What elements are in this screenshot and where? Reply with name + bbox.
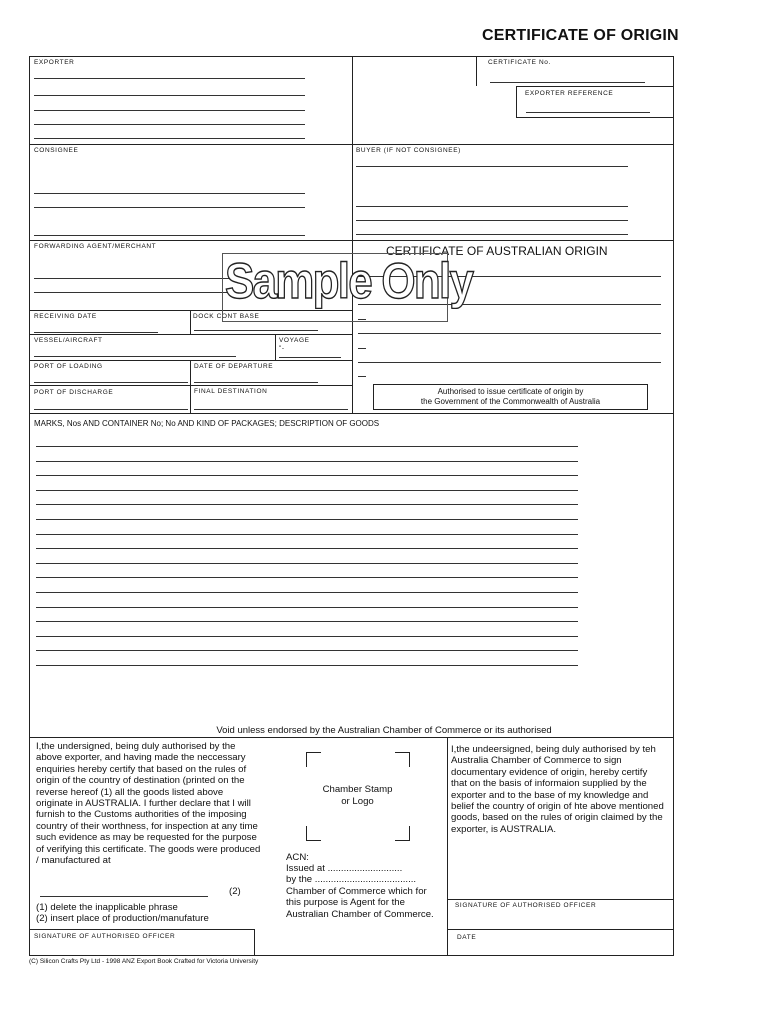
stamp-corner [306,752,321,767]
buyer-label: BUYER (IF NOT CONSIGNEE) [356,147,461,154]
stamp-corner [306,826,321,841]
date-departure-label: DATE OF DEPARTURE [194,363,274,370]
date-departure-line[interactable] [194,382,318,383]
note-1: (1) delete the inapplicable phrase [36,902,178,913]
port-loading-label: PORT OF LOADING [34,363,103,370]
final-destination-line[interactable] [194,409,348,410]
buyer-line[interactable] [356,234,628,235]
vessel-aircraft-line[interactable] [34,356,236,357]
certificate-no-label: CERTIFICATE No. [488,59,551,66]
goods-line[interactable] [36,607,578,608]
left-declaration: I,the undersigned, being duly authorised by the above exporter, and having made the neccessary enquiries hereby certify that based on the rules of origin of the country of destination (printed on the reverse hereof (1) all the goods listed above originate in AUSTRALIA. I further declare that I will furnish to the Customs authorities of the imposing country of their worthness, for inspection at any time such evidence as may be requested for the purpose of verifying this certificate. The goods were produced / manufactured at [36,741,261,867]
exporter-reference-line[interactable] [526,112,650,113]
production-place-line[interactable] [40,896,208,897]
vessel-aircraft-label: VESSEL/AIRCRAFT [34,337,103,344]
acn-label: ACN: [286,852,309,863]
column-divider [447,737,448,956]
stamp-line-1: Chamber Stamp [322,784,393,795]
goods-line[interactable] [36,665,578,666]
footnote-mark: (2) [229,886,241,897]
goods-line[interactable] [36,577,578,578]
forwarding-agent-label: FORWARDING AGENT/MERCHANT [34,243,157,250]
goods-line[interactable] [36,534,578,535]
authorised-line-2: the Government of the Commonwealth of Australia [420,397,601,406]
goods-line[interactable] [36,650,578,651]
cell-divider [516,86,674,87]
buyer-line[interactable] [356,220,628,221]
buyer-line[interactable] [356,166,628,167]
goods-line[interactable] [36,592,578,593]
exporter-line[interactable] [34,124,305,125]
origin-line[interactable] [358,348,366,349]
note-2: (2) insert place of production/manufature [36,913,209,924]
exporter-line[interactable] [34,78,305,79]
stamp-corner [395,752,410,767]
goods-line[interactable] [36,490,578,491]
origin-line[interactable] [358,376,366,377]
authorised-box [373,384,648,410]
consignee-line[interactable] [34,193,305,194]
receiving-date-line[interactable] [34,332,158,333]
final-destination-label: FINAL DESTINATION [194,388,268,395]
australian-origin-heading: CERTIFICATE OF AUSTRALIAN ORIGIN [386,244,608,258]
forwarding-agent-line[interactable] [34,278,234,279]
row-divider [29,413,674,414]
voyage-line[interactable] [279,357,341,358]
exporter-label: EXPORTER [34,59,75,66]
chamber-text: Chamber of Commerce which for this purpose is Agent for the Australian Chamber of Commerce. [286,886,434,920]
cell-divider [190,360,191,413]
signature-left-label: SIGNATURE OF AUTHORISED OFFICER [34,933,176,940]
cell-divider [476,56,477,86]
goods-line[interactable] [36,446,578,447]
port-loading-line[interactable] [34,382,188,383]
row-divider [29,240,674,241]
goods-line[interactable] [36,461,578,462]
origin-line[interactable] [358,333,661,334]
copyright: (C) Silicon Crafts Pty Ltd - 1998 ANZ Export Book Crafted for Victoria University [29,958,259,965]
receiving-date-label: RECEIVING DATE [34,313,97,320]
column-divider [352,56,353,413]
goods-line[interactable] [36,563,578,564]
consignee-label: CONSIGNEE [34,147,79,154]
goods-line[interactable] [36,548,578,549]
exporter-reference-label: EXPORTER REFERENCE [525,90,614,97]
cell-divider [254,929,255,956]
forwarding-agent-line[interactable] [34,292,234,293]
dock-cont-base-label: DOCK CONT BASE [193,313,260,320]
voyage-label: VOYAGE [279,337,310,344]
cell-divider [447,929,674,930]
row-divider [29,737,674,738]
exporter-line[interactable] [34,110,305,111]
goods-line[interactable] [36,621,578,622]
row-divider [29,334,352,335]
document-title: CERTIFICATE OF ORIGIN [482,27,679,44]
stamp-line-2: or Logo [341,796,374,807]
stamp-corner [395,826,410,841]
cell-divider [516,86,517,117]
consignee-line[interactable] [34,207,305,208]
goods-line[interactable] [36,504,578,505]
buyer-line[interactable] [356,206,628,207]
cell-divider [447,899,674,900]
void-notice: Void unless endorsed by the Australian Chamber of Commerce or its authorised [216,725,552,736]
cell-divider [190,310,191,334]
goods-line[interactable] [36,636,578,637]
voyage-value: "- [279,345,285,352]
exporter-line[interactable] [34,138,305,139]
cell-divider [516,117,674,118]
by-the: by the ...................................... [286,874,417,885]
signature-right-label: SIGNATURE OF AUTHORISED OFFICER [455,902,597,909]
certificate-no-line[interactable] [490,82,645,83]
cell-divider [29,929,255,930]
goods-line[interactable] [36,475,578,476]
goods-line[interactable] [36,519,578,520]
dock-cont-base-line[interactable] [194,330,318,331]
exporter-line[interactable] [34,95,305,96]
date-label: DATE [457,934,477,941]
right-declaration: I,the undeersigned, being duly authorised by teh Australia Chamber of Commerce to sign documentary evidence of origin, hereby certify that on the basis of informaion supplied by the exporter and to the base of my knowledge and belief the country of origin of hte above mentioned goods, based on the rules of origin claimed by the exporter, is AUSTRALIA. [451,744,664,835]
port-discharge-label: PORT OF DISCHARGE [34,389,114,396]
origin-line[interactable] [358,362,661,363]
sample-watermark: Sample Only [222,253,448,322]
port-discharge-line[interactable] [34,409,188,410]
row-divider [29,144,674,145]
marks-label: MARKS, Nos AND CONTAINER No; No AND KIND OF PACKAGES; DESCRIPTION OF GOODS [34,419,380,428]
cell-divider [275,334,276,360]
consignee-line[interactable] [34,235,305,236]
authorised-line-1: Authorised to issue certificate of origin by [437,387,584,396]
issued-at: Issued at ............................ [286,863,403,874]
